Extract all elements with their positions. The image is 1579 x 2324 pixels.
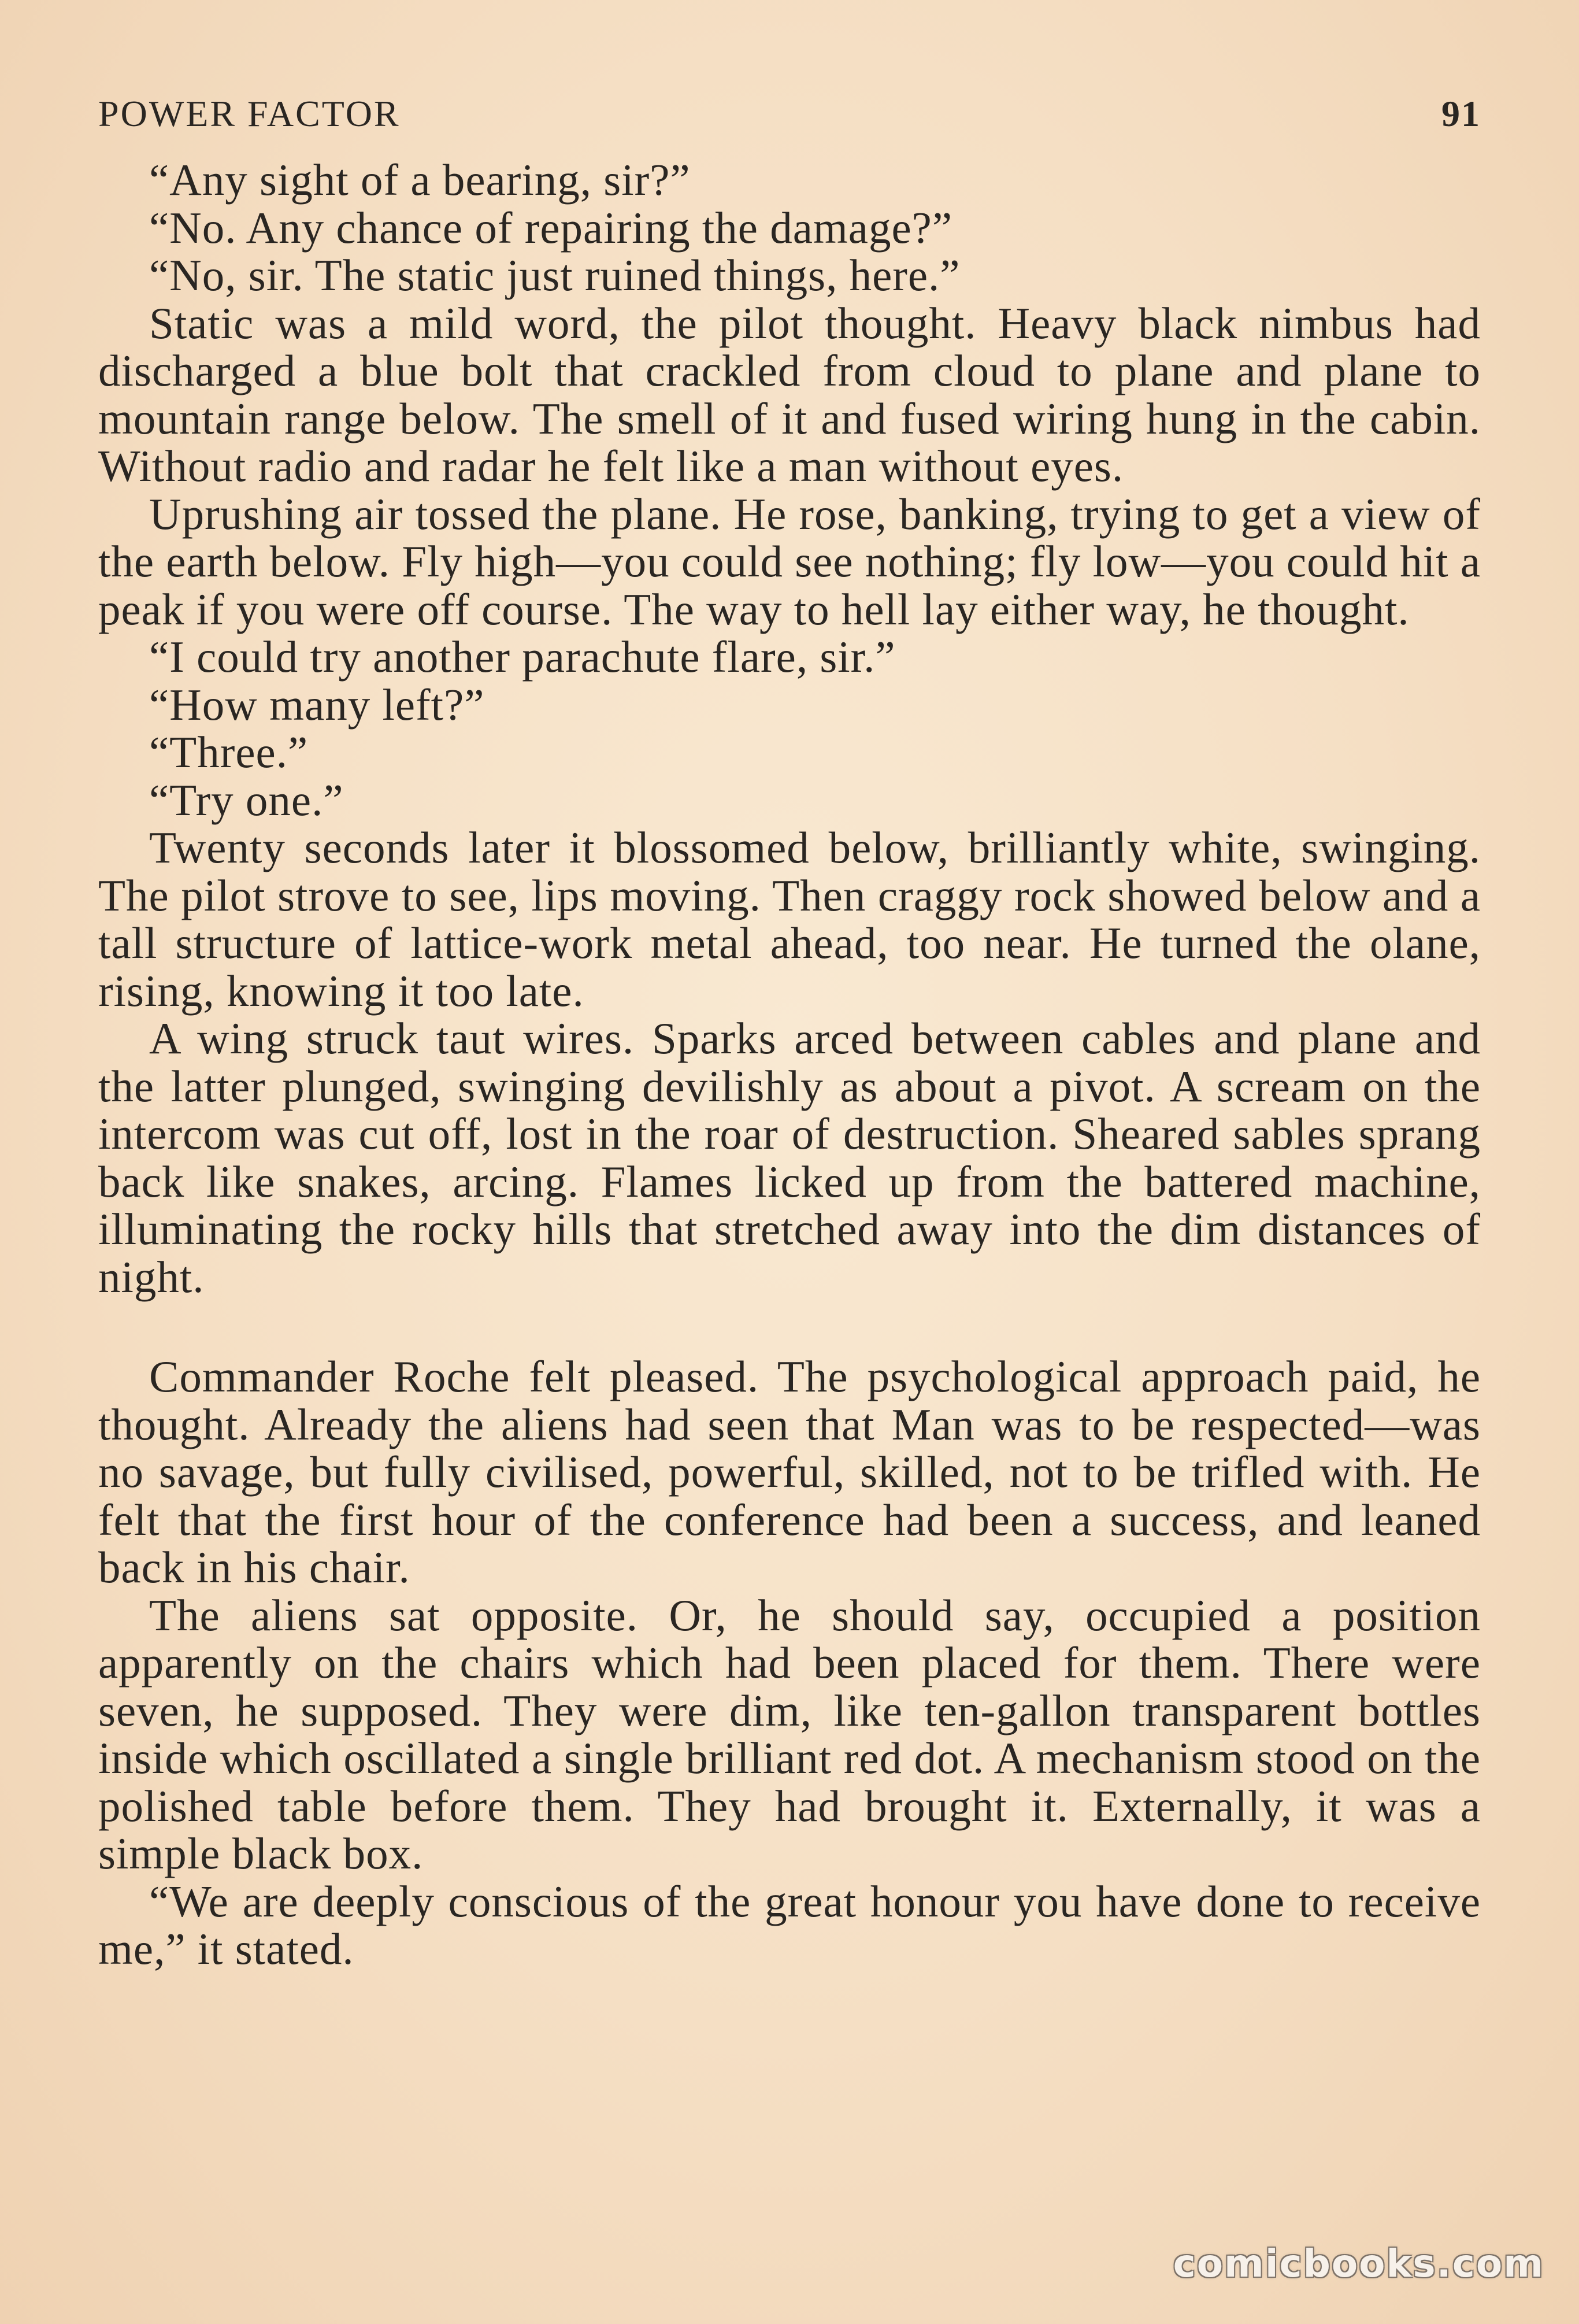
paragraph: “I could try another parachute flare, sir.” <box>149 632 896 682</box>
paragraph: “Three.” <box>149 727 309 777</box>
paragraph: “Try one.” <box>149 775 344 825</box>
paragraph: “Any sight of a bearing, sir?” <box>149 155 691 205</box>
paragraph: Commander Roche felt pleased. The psychological approach paid, he thought. Already the aliens had seen that Man was to be respected—was no savage, but fully civilised, powerful, skilled, not to be trifled with. He felt that the first hour of the conference had been a success, and leaned back in his chair. <box>98 1352 1481 1592</box>
section-break <box>98 1301 1481 1353</box>
page-number: 91 <box>1441 93 1481 134</box>
running-head <box>98 81 1481 145</box>
body-text <box>98 156 1481 1973</box>
paragraph: A wing struck taut wires. Sparks arced between cables and plane and the latter plunged, swinging devilishly as about a pivot. A scream on the intercom was cut off, lost in the roar of destruction. Sheared sables sprang back like snakes, arcing. Flames licked up from the battered machine, illuminating the rocky hills that stretched away into the dim distances of night. <box>98 1013 1481 1302</box>
paragraph: “No. Any chance of repairing the damage?” <box>149 202 953 253</box>
book-page <box>98 81 1481 2312</box>
paragraph: “We are deeply conscious of the great honour you have done to receive me,” it stated. <box>98 1876 1481 1974</box>
paragraph: Uprushing air tossed the plane. He rose, banking, trying to get a view of the earth below. Fly high—you could see nothing; fly low—you could hit a peak if you were off course. The way to hell lay either way, he thought. <box>98 489 1481 634</box>
paragraph: “How many left?” <box>149 679 485 730</box>
paragraph: “No, sir. The static just ruined things, here.” <box>149 250 961 300</box>
running-title: POWER FACTOR <box>98 93 401 134</box>
paragraph: Static was a mild word, the pilot thought. Heavy black nimbus had discharged a blue bolt that crackled from cloud to plane and plane to mountain range below. The smell of it and fused wiring hung in the cabin. Without radio and radar he felt like a man without eyes. <box>98 298 1481 491</box>
paragraph: The aliens sat opposite. Or, he should say, occupied a position apparently on the chairs which had been placed for them. There were seven, he supposed. They were dim, like ten-gallon transparent bottles inside which oscillated a single brilliant red dot. A mechanism stood on the polished table before them. They had brought it. Externally, it was a simple black box. <box>98 1590 1481 1878</box>
paragraph: Twenty seconds later it blossomed below, brilliantly white, swinging. The pilot strove to see, lips moving. Then craggy rock showed below and a tall structure of lattice-work metal ahead, too near. He turned the olane, rising, knowing it too late. <box>98 823 1481 1016</box>
watermark: comicbooks.com <box>1173 2241 1544 2286</box>
